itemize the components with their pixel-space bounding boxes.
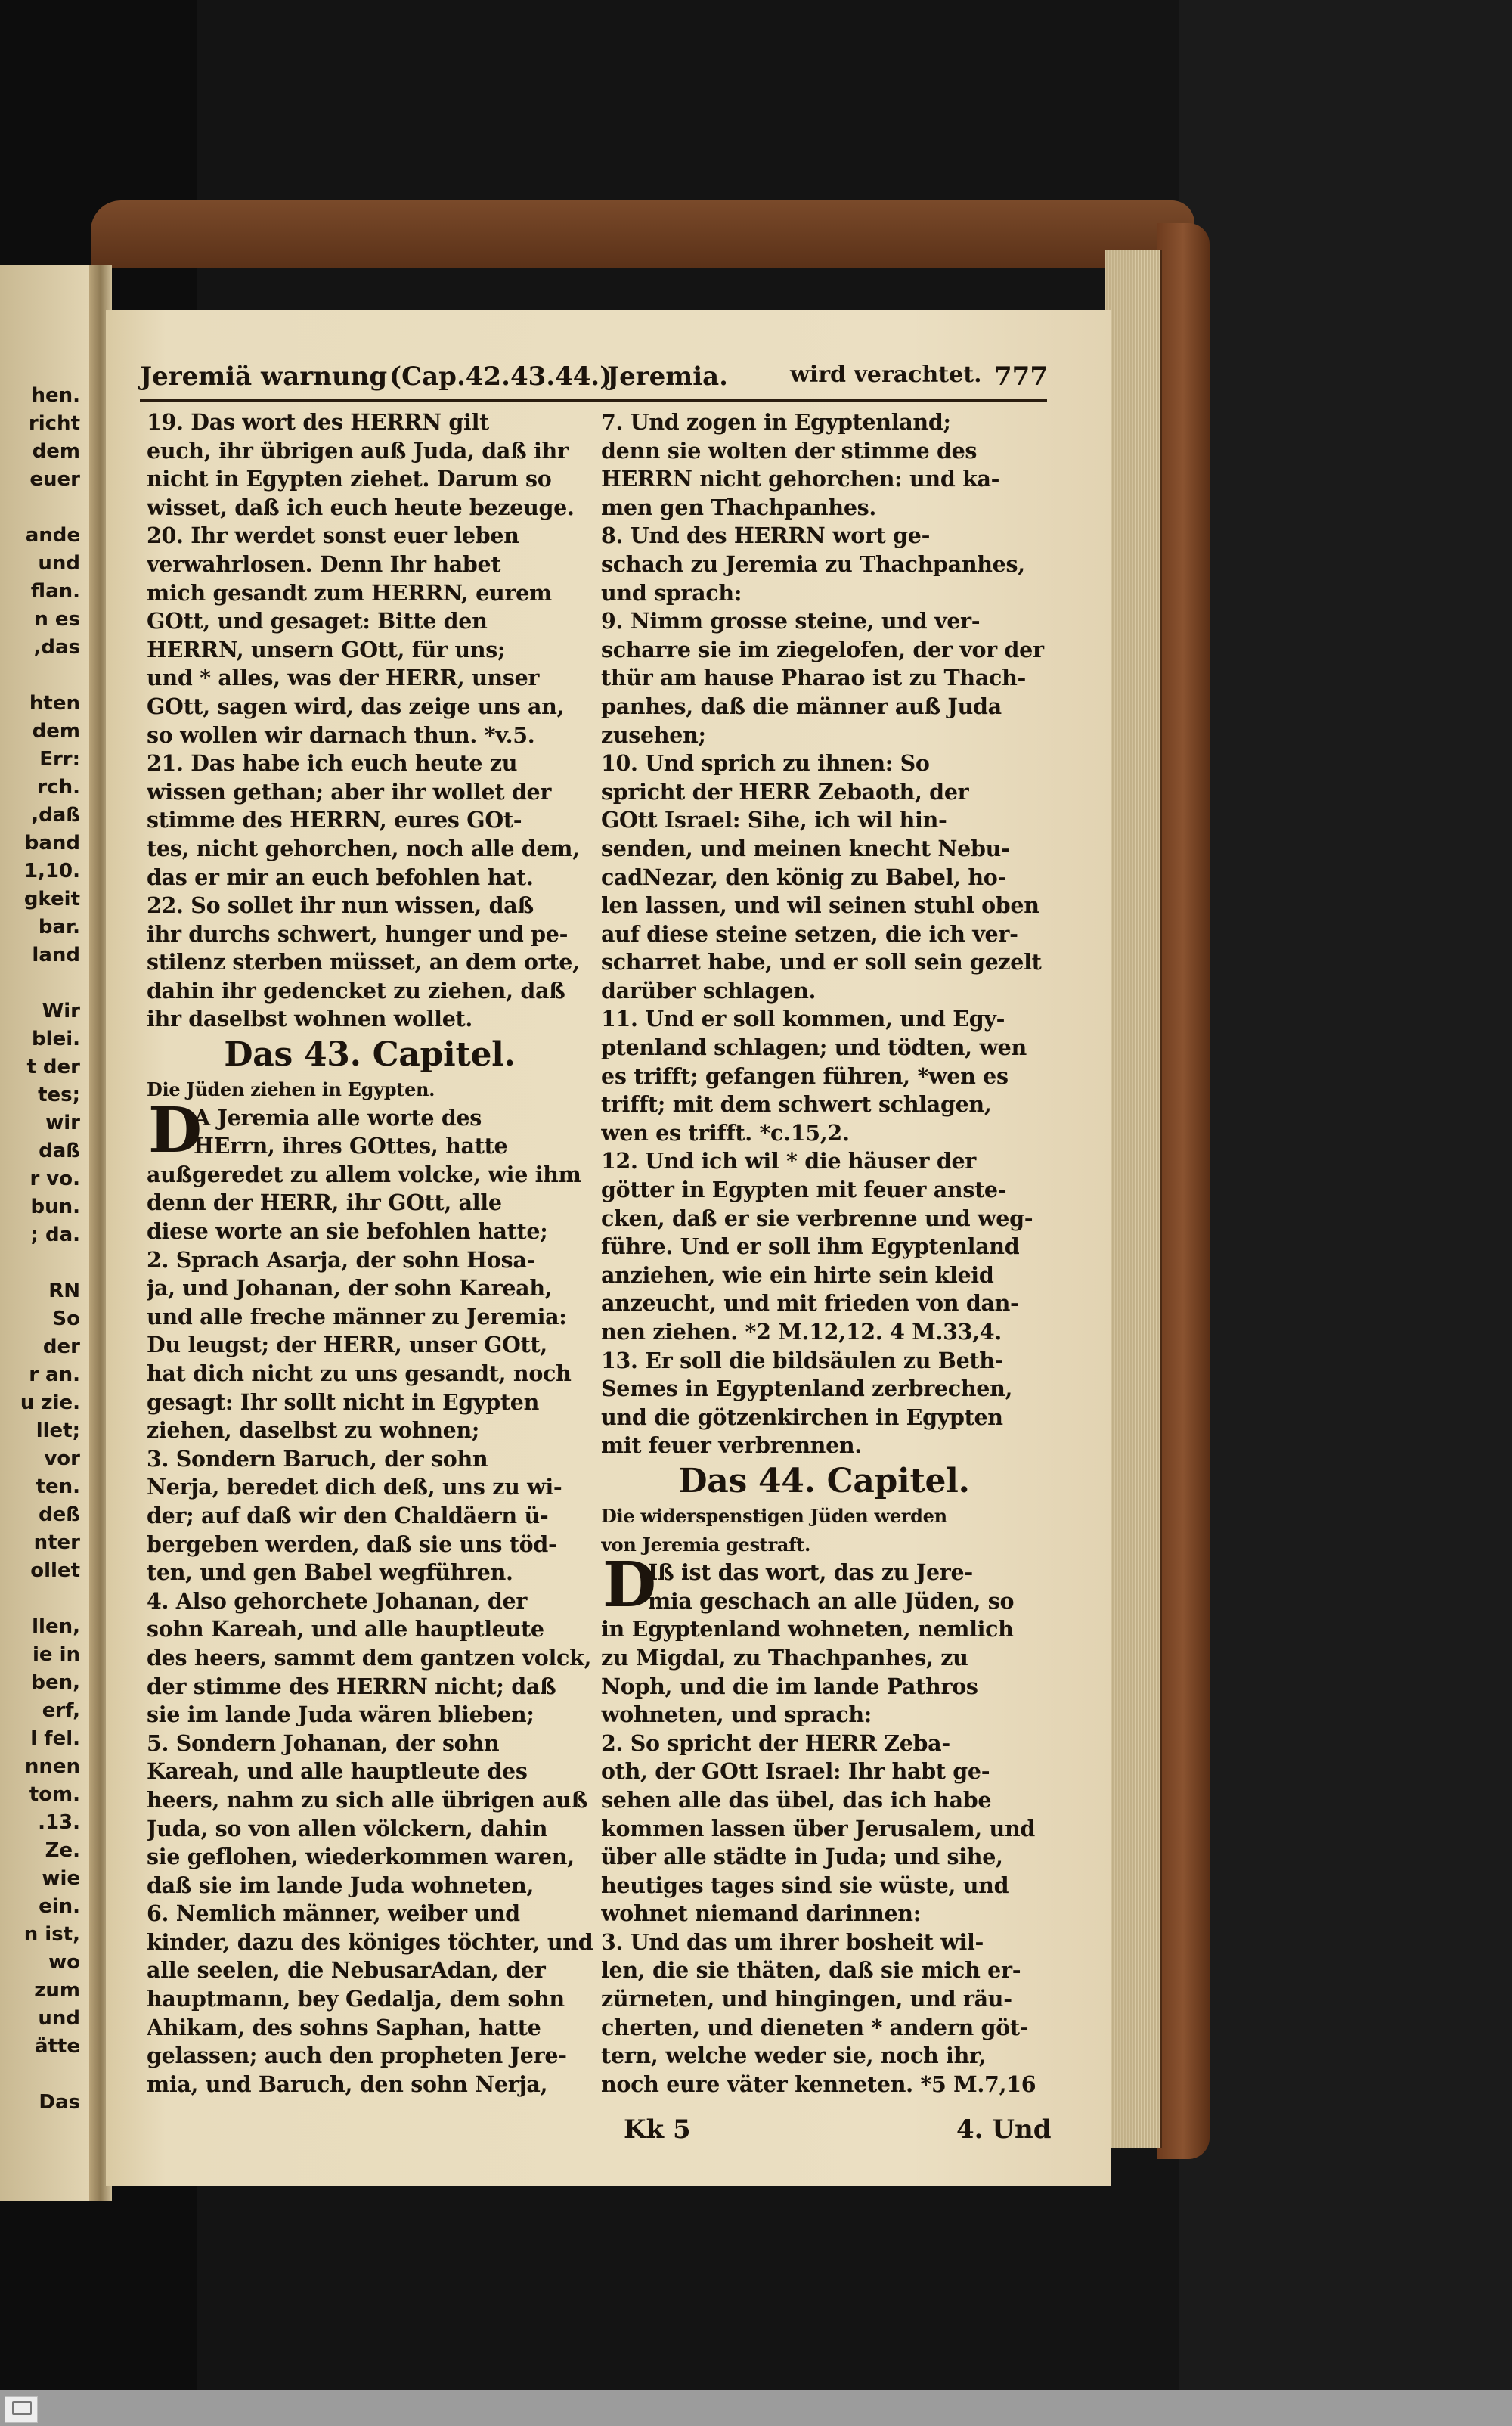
book-cover-right — [1157, 223, 1210, 2159]
text-line: 5. Sondern Johanan, der sohn — [147, 1730, 500, 1756]
edge-text-line: Ze. — [45, 1839, 80, 1862]
left-page-edge-text — [2, 382, 80, 2117]
text-line: ptenland schlagen; und tödten, wen — [601, 1035, 1027, 1061]
text-line: thür am hause Pharao ist zu Thach- — [601, 665, 1027, 691]
text-line: oth, der GOtt Israel: Ihr habt ge- — [601, 1758, 990, 1785]
edge-text-line: band — [24, 832, 80, 855]
text-line: 4. Also gehorchete Johanan, der — [147, 1587, 528, 1614]
text-line: panhes, daß die männer auß Juda — [601, 693, 1002, 719]
text-line: ziehen, daselbst zu wohnen; — [147, 1417, 480, 1444]
chapter-44-verses — [601, 1615, 1047, 2099]
text-line: tes, nicht gehorchen, noch alle dem, — [147, 835, 580, 861]
chapter-43-summary: Die Jüden ziehen in Egypten. — [147, 1078, 435, 1101]
edge-text-line: deß — [39, 1503, 80, 1526]
chapter-42-verses — [147, 408, 593, 1034]
text-line: Kareah, und alle hauptleute des — [147, 1758, 528, 1785]
text-line: gesagt: Ihr sollt nicht in Egypten — [147, 1388, 540, 1415]
edge-text-line: bun. — [30, 1196, 80, 1218]
edge-text-line: dem — [32, 440, 80, 463]
text-line: heutiges tages sind sie wüste, und — [601, 1872, 1009, 1898]
text-line: dahin ihr gedencket zu ziehen, daß — [147, 977, 565, 1004]
edge-text-line: n es — [34, 608, 80, 631]
header-chapters: (Cap.42.43.44.) — [389, 361, 612, 392]
text-line: über alle städte in Juda; und sihe, — [601, 1844, 1003, 1870]
text-line: wohnet niemand darinnen: — [601, 1900, 921, 1927]
text-line: sohn Kareah, und alle hauptleute — [147, 1616, 544, 1643]
text-line: diese worte an sie befohlen hatte; — [147, 1218, 548, 1245]
background-right — [1179, 0, 1512, 2390]
text-line: len lassen, und wil seinen stuhl oben — [601, 892, 1040, 919]
edge-text-line: und — [38, 2007, 80, 2030]
edge-text-line: dem — [32, 720, 80, 743]
text-line: euch, ihr übrigen auß Juda, daß ihr — [147, 437, 569, 464]
edge-text-line: ,daß — [31, 804, 80, 827]
text-line: und * alles, was der HERR, unser — [147, 665, 540, 691]
text-line: daß sie im lande Juda wohneten, — [147, 1872, 534, 1898]
chapter-43-heading: Das 43. Capitel. — [224, 1035, 516, 1075]
edge-text-line: llet; — [36, 1419, 80, 1442]
text-line: 10. Und sprich zu ihnen: So — [601, 750, 930, 777]
edge-text-line: Wir — [42, 1000, 80, 1022]
edge-text-line: flan. — [30, 580, 80, 603]
text-line: men gen Thachpanhes. — [601, 494, 877, 520]
text-line: scharre sie im ziegelofen, der vor der — [601, 636, 1044, 662]
header-book-title: Jeremia. — [607, 361, 729, 392]
chapter-44-body — [601, 1549, 1047, 2099]
edge-text-line: Err: — [39, 748, 80, 771]
edge-text-line: 1,10. — [23, 860, 80, 883]
text-line: 3. Und das um ihrer bosheit wil- — [601, 1928, 984, 1955]
text-line: und die götzenkirchen in Egypten — [601, 1404, 1003, 1430]
text-line: es trifft; gefangen führen, *wen es — [601, 1063, 1009, 1089]
chapter-44-summary-1: Die widerspenstigen Jüden werden — [601, 1504, 947, 1527]
edge-text-line: der — [42, 1336, 80, 1358]
text-line: ja, und Johanan, der sohn Kareah, — [147, 1275, 553, 1301]
chapter-43-body — [147, 1094, 593, 2099]
edge-text-line: blei. — [32, 1028, 80, 1050]
text-line: kommen lassen über Jerusalem, und — [601, 1815, 1036, 1841]
edge-text-line: l fel. — [30, 1727, 80, 1750]
edge-text-line: ,das — [33, 636, 80, 659]
edge-text-line: richt — [28, 412, 80, 435]
text-line: kinder, dazu des königes töchter, und — [147, 1928, 593, 1955]
text-line: schach zu Jeremia zu Thachpanhes, — [601, 551, 1025, 577]
header-note: wird verachtet. — [790, 361, 982, 388]
text-line: 20. Ihr werdet sonst euer leben — [147, 523, 519, 549]
chapter-43-dropcap: D — [148, 1094, 203, 1167]
running-header — [140, 361, 1051, 399]
text-line: ihr daselbst wohnen wollet. — [147, 1006, 473, 1032]
text-line: 11. Und er soll kommen, und Egy- — [601, 1006, 1005, 1032]
edge-text-line: ollet — [30, 1559, 80, 1582]
chapter-43-verses-continued — [601, 408, 1047, 1460]
page-number: 777 — [994, 361, 1048, 392]
text-line: Ahikam, des sohns Saphan, hatte — [147, 2014, 541, 2040]
text-line: GOtt Israel: Sihe, ich wil hin- — [601, 807, 947, 833]
text-line: zusehen; — [601, 721, 706, 748]
text-line: ten, und gen Babel wegführen. — [147, 1559, 513, 1586]
edge-text-line: wir — [45, 1112, 80, 1134]
edge-text-line: gkeit — [23, 888, 80, 911]
edge-text-line: .13. — [38, 1811, 80, 1834]
edge-text-line: r an. — [29, 1363, 80, 1386]
text-line: GOtt, und gesaget: Bitte den — [147, 608, 488, 634]
text-line: führe. Und er soll ihm Egyptenland — [601, 1233, 1020, 1260]
text-line: anziehen, wie ein hirte sein kleid — [601, 1261, 994, 1288]
text-line: ihr durchs schwert, hunger und pe- — [147, 920, 569, 947]
chapter-44-dropcap-lines — [601, 1559, 1047, 1615]
header-rule — [140, 399, 1047, 402]
page-block-edges — [1105, 250, 1162, 2148]
edge-text-line: t der — [26, 1056, 80, 1078]
text-line: tern, welche weder sie, noch ihr, — [601, 2043, 987, 2069]
text-line: scharret habe, und er soll sein gezelt — [601, 949, 1042, 976]
edge-text-line — [2, 969, 80, 997]
edge-text-line: daß — [39, 1140, 80, 1162]
right-column — [601, 408, 1047, 2099]
text-line: wisset, daß ich euch heute bezeuge. — [147, 494, 575, 520]
edge-text-line: nter — [33, 1531, 80, 1554]
edge-text-line: So — [52, 1308, 80, 1330]
edge-text-line — [2, 494, 80, 522]
text-line: stilenz sterben müsset, an dem orte, — [147, 949, 580, 976]
text-line: len, die sie thäten, daß sie mich er- — [601, 1957, 1021, 1984]
text-line: GOtt, sagen wird, das zeige uns an, — [147, 693, 565, 719]
text-line: mia, und Baruch, den sohn Nerja, — [147, 2071, 548, 2097]
edge-text-line — [2, 2061, 80, 2089]
edge-text-line: ; da. — [30, 1224, 80, 1246]
text-line: 9. Nimm grosse steine, und ver- — [601, 608, 981, 634]
text-line: noch eure väter kenneten. *5 M.7,16 — [601, 2071, 1036, 2097]
text-line: heers, nahm zu sich alle übrigen auß — [147, 1786, 587, 1813]
edge-text-line: wie — [42, 1867, 80, 1890]
text-line: hauptmann, bey Gedalja, dem sohn — [147, 1986, 565, 2012]
edge-text-line: erf, — [42, 1699, 80, 1722]
text-line: 7. Und zogen in Egyptenland; — [601, 409, 951, 435]
edge-text-line — [2, 1585, 80, 1613]
edge-text-line: ben, — [31, 1671, 80, 1694]
text-line: 2. So spricht der HERR Zeba- — [601, 1730, 950, 1756]
text-line: alle seelen, die NebusarAdan, der — [147, 1957, 546, 1984]
edge-text-line — [2, 1249, 80, 1277]
text-line: Semes in Egyptenland zerbrechen, — [601, 1376, 1013, 1402]
text-line: HErrn, ihres GOttes, hatte — [194, 1133, 508, 1159]
text-line: auf diese steine setzen, die ich ver- — [601, 920, 1018, 947]
edge-text-line: hen. — [31, 384, 80, 407]
text-line: außgeredet zu allem volcke, wie ihm — [147, 1161, 581, 1187]
edge-text-line: wo — [48, 1951, 80, 1974]
edge-text-line: ie in — [32, 1643, 80, 1666]
header-left: Jeremiä warnung — [140, 361, 388, 392]
text-line: 3. Sondern Baruch, der sohn — [147, 1445, 488, 1472]
text-line: anzeucht, und mit frieden von dan- — [601, 1290, 1019, 1317]
edge-text-line: ten. — [36, 1475, 80, 1498]
text-line: wissen gethan; aber ihr wollet der — [147, 778, 552, 805]
text-line: cadNezar, den könig zu Babel, ho- — [601, 864, 1006, 890]
text-line: götter in Egypten mit feuer anste- — [601, 1177, 1007, 1203]
edge-text-line: land — [32, 944, 80, 966]
text-line: Nerja, beredet dich deß, uns zu wi- — [147, 1474, 562, 1500]
text-line: sehen alle das übel, das ich habe — [601, 1786, 992, 1813]
text-line: gelassen; auch den propheten Jere- — [147, 2043, 567, 2069]
text-line: mia geschach an alle Jüden, so — [648, 1587, 1015, 1614]
text-line: mit feuer verbrennen. — [601, 1432, 862, 1459]
page-footer — [601, 2114, 1052, 2148]
edge-text-line: euer — [29, 468, 80, 491]
text-line: denn der HERR, ihr GOtt, alle — [147, 1190, 502, 1216]
text-line: spricht der HERR Zebaoth, der — [601, 778, 969, 805]
edge-text-line: tom. — [29, 1783, 80, 1806]
text-line: 22. So sollet ihr nun wissen, daß — [147, 892, 534, 919]
text-line: der stimme des HERRN nicht; daß — [147, 1673, 556, 1699]
text-line: 13. Er soll die bildsäulen zu Beth- — [601, 1347, 1004, 1373]
book-cover-top — [91, 200, 1194, 268]
chapter-44-summary-2: von Jeremia gestraft. — [601, 1533, 811, 1556]
text-line: 8. Und des HERRN wort ge- — [601, 523, 931, 549]
edge-text-line: bar. — [38, 916, 80, 938]
text-line: und sprach: — [601, 579, 742, 606]
text-line: HERRN nicht gehorchen: und ka- — [601, 466, 1000, 492]
text-line: denn sie wolten der stimme des — [601, 437, 978, 464]
edge-text-line: tes; — [38, 1084, 80, 1106]
left-column — [147, 408, 593, 2099]
text-line: HERRN, unsern GOtt, für uns; — [147, 636, 506, 662]
text-line: 21. Das habe ich euch heute zu — [147, 750, 518, 777]
edge-text-line: vor — [44, 1447, 80, 1470]
edge-text-line: llen, — [32, 1615, 80, 1638]
text-line: des heers, sammt dem gantzen volck, — [147, 1644, 592, 1671]
text-line: 19. Das wort des HERRN gilt — [147, 409, 489, 435]
edge-text-line: und — [38, 552, 80, 575]
edge-text-line: ein. — [39, 1895, 80, 1918]
text-line: cherten, und dieneten * andern göt- — [601, 2014, 1029, 2040]
text-line: stimme des HERRN, eures GOt- — [147, 807, 522, 833]
text-line: so wollen wir darnach thun. *v.5. — [147, 721, 535, 748]
edge-text-line: nnen — [24, 1755, 80, 1778]
edge-text-line: r vo. — [29, 1168, 80, 1190]
text-line: 6. Nemlich männer, weiber und — [147, 1900, 520, 1927]
edge-text-line: ande — [25, 524, 80, 547]
text-line: hat dich nicht zu uns gesandt, noch — [147, 1360, 572, 1386]
text-line: darüber schlagen. — [601, 977, 816, 1004]
text-line: Juda, so von allen völckern, dahin — [147, 1815, 548, 1841]
text-line: cken, daß er sie verbrenne und weg- — [601, 1205, 1033, 1231]
text-line: das er mir an euch befohlen hat. — [147, 864, 534, 890]
text-line: verwahrlosen. Denn Ihr habet — [147, 551, 501, 577]
edge-text-line: zum — [34, 1979, 80, 2002]
text-line: Iß ist das wort, das zu Jere- — [648, 1559, 973, 1586]
text-line: in Egyptenland wohneten, nemlich — [601, 1616, 1014, 1643]
text-line: nen ziehen. *2 M.12,12. 4 M.33,4. — [601, 1319, 1002, 1345]
edge-text-line: hten — [29, 692, 80, 715]
text-line: zürneten, und hingingen, und räu- — [601, 1986, 1012, 2012]
text-line: nicht in Egypten ziehet. Darum so — [147, 466, 552, 492]
edge-text-line: RN — [48, 1280, 80, 1302]
text-line: wen es trifft. *c.15,2. — [601, 1119, 850, 1146]
chapter-44-dropcap: D — [603, 1549, 657, 1622]
text-line: Noph, und die im lande Pathros — [601, 1673, 978, 1699]
text-line: der; auf daß wir den Chaldäern ü- — [147, 1502, 549, 1528]
edge-text-line: u zie. — [20, 1391, 80, 1414]
chapter-43-dropcap-lines — [147, 1104, 593, 1161]
signature-mark: Kk 5 — [624, 2114, 691, 2145]
text-line: bergeben werden, daß sie uns töd- — [147, 1531, 557, 1557]
library-logo-icon — [5, 2396, 38, 2423]
chapter-44-heading: Das 44. Capitel. — [678, 1461, 970, 1500]
text-line: sie im lande Juda wären blieben; — [147, 1702, 534, 1728]
text-line: 2. Sprach Asarja, der sohn Hosa- — [147, 1246, 536, 1273]
chapter-43-verses — [147, 1161, 593, 2099]
text-line: A Jeremia alle worte des — [194, 1104, 482, 1131]
text-line: zu Migdal, zu Thachpanhes, zu — [601, 1644, 968, 1671]
text-line: mich gesandt zum HERRN, eurem — [147, 579, 552, 606]
text-line: wohneten, und sprach: — [601, 1702, 872, 1728]
edge-text-line: ätte — [34, 2035, 80, 2058]
text-line: sie geflohen, wiederkommen waren, — [147, 1844, 575, 1870]
text-line: 12. Und ich wil * die häuser der — [601, 1148, 976, 1174]
edge-text-line — [2, 662, 80, 690]
text-line: senden, und meinen knecht Nebu- — [601, 835, 1010, 861]
text-line: Du leugst; der HERR, unser GOtt, — [147, 1332, 547, 1358]
edge-text-line: Das — [39, 2091, 80, 2114]
edge-text-line: rch. — [37, 776, 80, 799]
catchword: 4. Und — [956, 2114, 1052, 2145]
edge-text-line: n ist, — [23, 1923, 80, 1946]
text-line: und alle freche männer zu Jeremia: — [147, 1303, 567, 1329]
viewer-bottom-bar — [0, 2390, 1512, 2426]
text-line: trifft; mit dem schwert schlagen, — [601, 1091, 992, 1118]
